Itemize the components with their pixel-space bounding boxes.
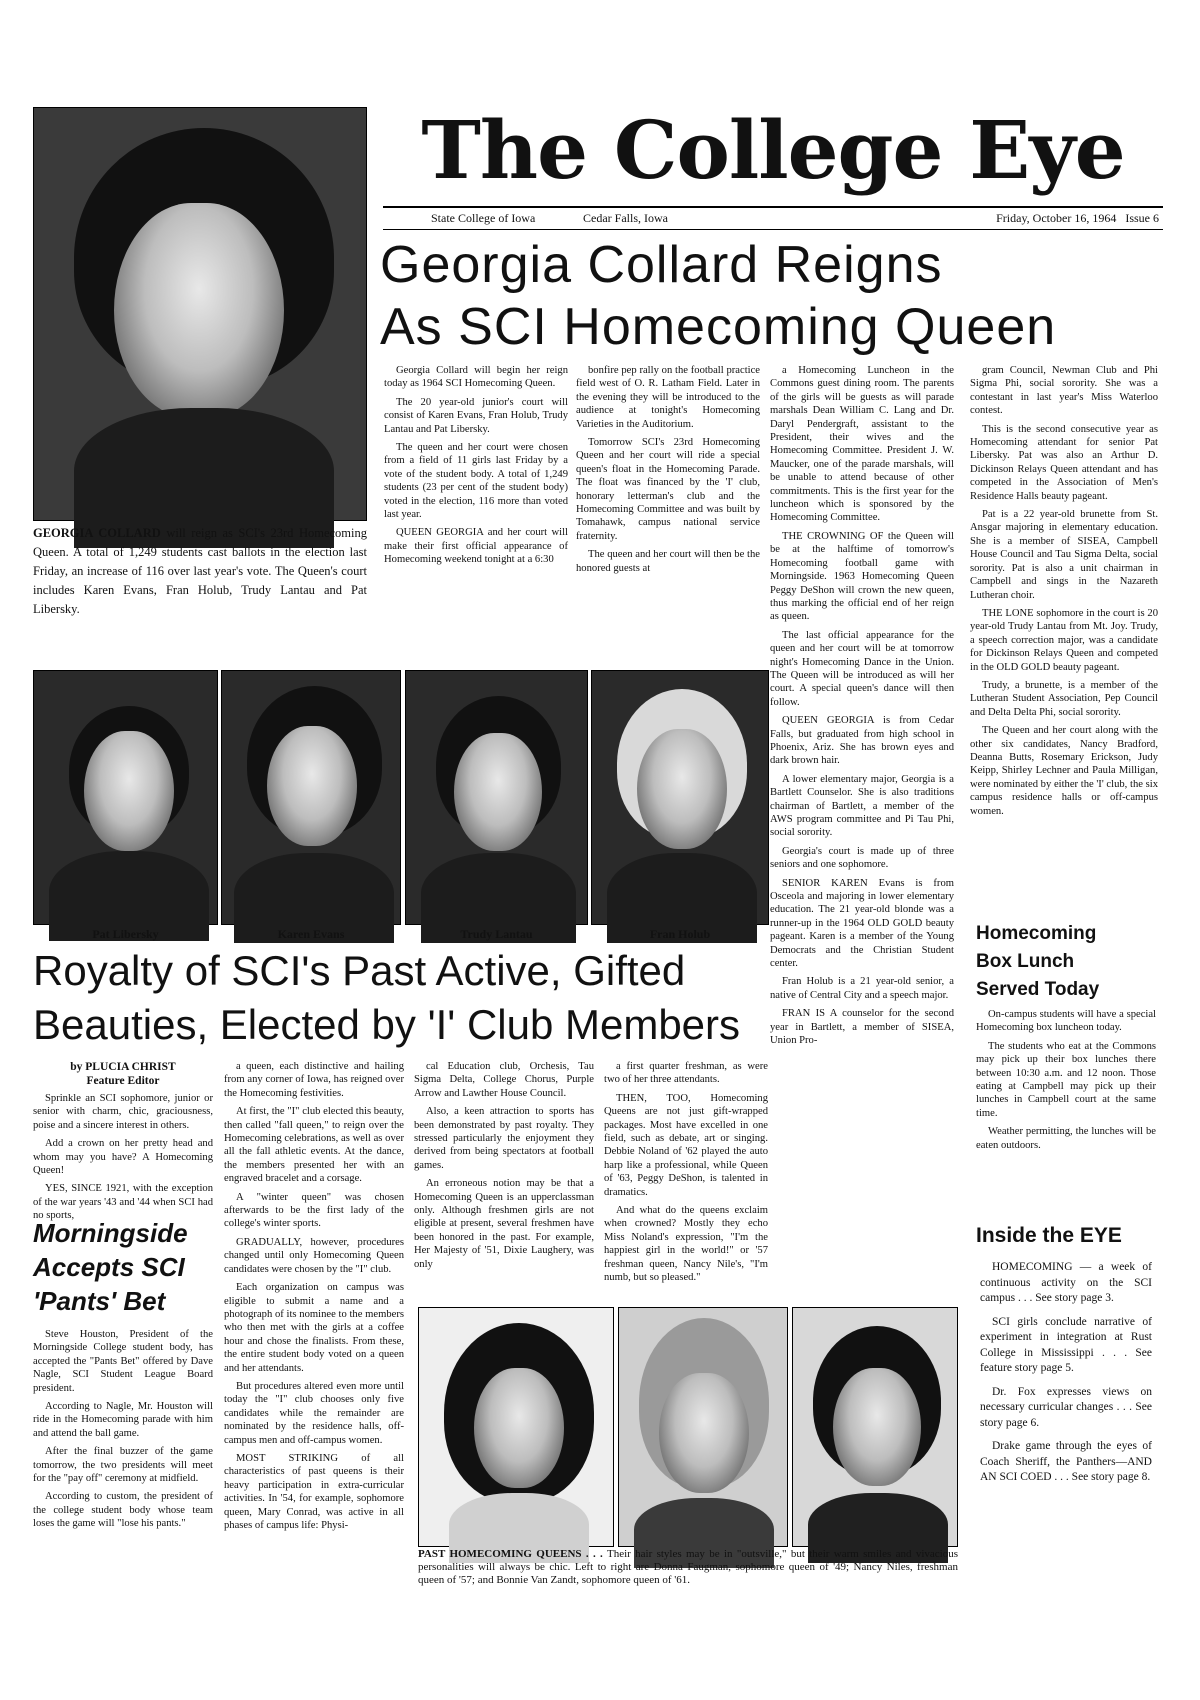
lead-headline-2: As SCI Homecoming Queen [380, 298, 1057, 356]
roy-c2-p2: At first, the "I" club elected this beauty, then called "fall queen," to reign over the Homecoming celebrations, as well as over all the fall athletic events. At the dance, the members presented her with an engraved bracelet and a corsage. [224, 1106, 404, 1185]
past-queen-photo-bonnie-van-zandt [792, 1307, 958, 1547]
morningside-h3: 'Pants' Bet [33, 1286, 166, 1316]
lead-c3-p7: SENIOR KAREN Evans is from Osceola and majoring in lower elementary education. The 21 year-old blonde was a runner-up in the 1964 OLD GOLD beauty pageant. Karen is a member of the Young Democrats and the Christian Student center. [770, 877, 954, 970]
roy-c2-p6: But procedures altered even more until today the "I" club chooses only five candidates while the remainder are nominated by the residence halls, off-campus men and off-campus women. [224, 1380, 404, 1446]
masthead-rule-bottom [383, 229, 1163, 230]
past-queen-photo-nancy-niles [618, 1307, 788, 1547]
lead-c2-p3: The queen and her court will then be the honored guests at [576, 549, 760, 574]
lead-story-col-3 [770, 364, 954, 1244]
school-name: State College of Iowa [431, 211, 536, 225]
box-p3: Weather permitting, the lunches will be eaten outdoors. [976, 1126, 1156, 1151]
box-lunch-h3: Served Today [976, 979, 1100, 1000]
past-caption-text: Their hair styles may be in "outsville," but their warm smiles and vivacious personalities will always be chic. Left to right are Donna Faugman, sophomore queen of '49; Nancy Niles, freshman queen of '57; and Bonnie Van Zandt, sophomore queen of '61. [418, 1548, 958, 1586]
lead-c1-p2: The 20 year-old junior's court will consist of Karen Evans, Fran Holub, Trudy Lantau and Pat Libersky. [384, 396, 568, 435]
roy-c1-p3: YES, SINCE 1921, with the exception of the war years '43 and '44 when SCI had no sports, [33, 1183, 213, 1222]
byline-role: Feature Editor [86, 1075, 160, 1087]
lead-c4-p3: Pat is a 22 year-old brunette from St. Ansgar majoring in elementary education. She is a member of SISEA, Campbell House Council and Tau Sigma Delta, social sorority. Pat is also a unit chairman in Campbell and sings in the Nazareth Lutheran choir. [970, 509, 1158, 601]
morn-p1: Steve Houston, President of the Morningside College student body, has accepted the "Pants Bet" offered by Dave Nagle, SCI Student League Board president. [33, 1329, 213, 1394]
box-p1: On-campus students will have a special Homecoming box luncheon today. [976, 1009, 1156, 1034]
lead-c3-p2: THE CROWNING OF the Queen will be at the halftime of tomorrow's Homecoming football game with Morningside. 1963 Homecoming Queen Peggy DeShon will crown the new queen, thus marking the official end of her reign as queen. [770, 530, 954, 623]
lead-c3-p3: The last official appearance for the queen and her court will be at tomorrow night's Homecoming Dance in the Union. The Queen will be introduced as will her court. A special queen's dance will then follow. [770, 629, 954, 708]
lead-c4-p4: THE LONE sophomore in the court is 20 year-old Trudy Lantau from Mt. Joy. Trudy, a speech correction major, was a candidate for Dickinson Relays Queen and competed in the OLD GOLD beauty pageant. [970, 607, 1158, 673]
inside-item-2[interactable]: SCI girls conclude narrative of experiment in integration at Rust College in Mississippi . . . See feature story page 5. [980, 1315, 1152, 1374]
masthead-title: The College Eye [421, 103, 1125, 197]
royalty-byline [33, 1060, 213, 1088]
caption-text: will reign as SCI's 23rd Homecoming Queen. A total of 1,249 students cast ballots in the election last Friday, an increase of 116 over last year's vote. The Queen's court includes Karen Evans, Fran Holub, Trudy Lantau and Pat Libersky. [33, 526, 368, 616]
byline-name: by PLUCIA CHRIST [70, 1061, 176, 1073]
court-name-trudy: Trudy Lantau [460, 927, 533, 941]
masthead-dateline [383, 208, 1163, 228]
inside-item-3[interactable]: Dr. Fox expresses views on necessary curricular changes . . . See story page 6. [980, 1385, 1152, 1429]
court-photo-karen-evans [221, 670, 401, 925]
inside-item-4[interactable]: Drake game through the eyes of Coach Sheriff, the Panthers—AND AN SCI COED . . . See story page 8. [980, 1440, 1152, 1483]
past-caption-lead: PAST HOMECOMING QUEENS . . . [418, 1548, 603, 1560]
past-queen-photo-donna-faugman [418, 1307, 614, 1547]
inside-item-1[interactable]: HOMECOMING — a week of continuous activity on the SCI campus . . . See story page 3. [980, 1261, 1152, 1304]
court-photo-pat-libersky [33, 670, 218, 925]
royalty-col-4 [604, 1060, 768, 1290]
roy-c3-p2: Also, a keen attraction to sports has been demonstrated by past royalty. They stressed particularly the enjoyment they derived from being spectators at football games. [414, 1106, 594, 1171]
inside-eye-list [980, 1260, 1152, 1640]
roy-c2-p1: a queen, each distinctive and hailing from any corner of Iowa, has reigned over the Homecoming festivities. [224, 1061, 404, 1099]
morningside-body [33, 1328, 213, 1648]
lead-story-col-4 [970, 364, 1158, 914]
court-name-pat: Pat Libersky [92, 927, 159, 941]
roy-c3-p1: cal Education club, Orchesis, Tau Sigma Delta, College Chorus, Purple Arrow and Lawther House Council. [414, 1061, 594, 1099]
caption-lead-name: GEORGIA COLLARD [33, 526, 161, 540]
morn-p3: After the final buzzer of the game tomorrow, the two presidents will meet for the "pay off" ceremony at midfield. [33, 1446, 213, 1485]
royalty-headline-2: Beauties, Elected by 'I' Club Members [33, 1001, 741, 1048]
city-name: Cedar Falls, Iowa [583, 211, 668, 225]
lead-c3-p4: QUEEN GEORGIA is from Cedar Falls, but graduated from high school in Phoenix, Ariz. She has brown eyes and dark brown hair. [770, 715, 954, 767]
lead-c1-p3: The queen and her court were chosen from a field of 11 girls last Friday by a vote of the student body. A total of 1,249 students (23 per cent of the student body) voted in the election, 116 more than voted last year. [384, 442, 568, 521]
lead-c3-p1: a Homecoming Luncheon in the Commons guest dining room. The parents of the girls will be guests as will parade marshals Dean William C. Lang and Dr. Daryl Pendergraft, assistant to the President, their wives and the Homecoming Committee. President J. W. Maucker, one of the parade marshals, will be unable to attend because of other commitments. This is the first year for the luncheon which is sponsored by the Homecoming Committee. [770, 365, 954, 524]
court-name-karen: Karen Evans [277, 927, 345, 941]
morn-p2: According to Nagle, Mr. Houston will ride in the Homecoming parade with him and attend the ball game. [33, 1401, 213, 1439]
lead-c4-p2: This is the second consecutive year as Homecoming attendant for senior Pat Libersky. Pat was also an Arthur D. Dickinson Relays Queen attendant and has competed in the Association of Men's Residence Halls beauty pageant. [970, 423, 1158, 502]
lead-story-col-1 [384, 364, 568, 636]
box-lunch-body [976, 1008, 1156, 1188]
morn-p4: According to custom, the president of the college student body whose team loses the game will "lose his pants." [33, 1491, 213, 1530]
morningside-headline [33, 1216, 213, 1318]
roy-c2-p3: A "winter queen" was chosen afterwards to be the first lady of the college's winter sports. [224, 1191, 404, 1230]
roy-c4-p1: a first quarter freshman, as were two of her three attendants. [604, 1061, 768, 1086]
morningside-h2: Accepts SCI [33, 1252, 185, 1282]
lead-c1-p1: Georgia Collard will begin her reign today as 1964 SCI Homecoming Queen. [384, 365, 568, 390]
inside-eye-headline: Inside the EYE [976, 1224, 1122, 1247]
lead-c1-p4: QUEEN GEORGIA and her court will make their first official appearance of Homecoming weekend tonight at a 6:30 [384, 527, 568, 566]
roy-c4-p3: And what do the queens exclaim when crowned? Mostly they echo Miss Noland's expression, "I'm the happiest girl in the world!" or '57 freshman queen, Nancy Nile's, "I'm numb, but so pleased." [604, 1205, 768, 1284]
lead-c4-p1: gram Council, Newman Club and Phi Sigma Phi, social sorority. She was a contestant in last year's Miss Waterloo contest. [970, 365, 1158, 417]
roy-c3-p3: An erroneous notion may be that a Homecoming Queen is an upperclassman only. Although freshmen girls are not eligible at present, several freshmen have been honored in the past. For example, Her Majesty of '51, Dixie Laughery, was only [414, 1178, 594, 1270]
royalty-headline-1: Royalty of SCI's Past Active, Gifted [33, 947, 686, 994]
lead-c3-p5: A lower elementary major, Georgia is a Bartlett Counselor. She is also traditions chairman of Bartlett, a member of the AWS program committee and Pi Tau Phi, social sorority. [770, 773, 954, 839]
roy-c2-p5: Each organization on campus was eligible to submit a name and a photograph of its nominee to the members who then met with the girls at a coffee hour and chose the finalists. From these, the entire student body voted on a queen and her attendants. [224, 1282, 404, 1374]
lead-c2-p1: bonfire pep rally on the football practice field west of O. R. Latham Field. Later in the evening they will be introduced to the audience at tonight's Homecoming Varieties in the Auditorium. [576, 365, 760, 430]
roy-c4-p2: THEN, TOO, Homecoming Queens are not just gift-wrapped packages. Most have excelled in one field, such as debate, art or singing. Debbie Noland of '62 played the auto harp like a professional, while Queen of '63, Peggy DeShon, is talented in dramatics. [604, 1092, 768, 1198]
box-p2: The students who eat at the Commons may pick up their box lunches there between 10:30 a.m. and 12 noon. Those eating at Campbell may pick up their lunches in Campbell court at the same time. [976, 1040, 1156, 1119]
date-issue: Friday, October 16, 1964 Issue 6 [996, 211, 1159, 225]
box-lunch-h1: Homecoming [976, 923, 1097, 944]
roy-c1-p1: Sprinkle an SCI sophomore, junior or senior with charm, chic, graciousness, poise and a sincere interest in others. [33, 1093, 213, 1131]
georgia-collard-photo [33, 107, 367, 521]
roy-c2-p7: MOST STRIKING of all characteristics of past queens is their heavy participation in extra-curricular activities. In '54, for example, sophomore queen, Mary Conrad, was active in all phases of campus life: Physi- [224, 1452, 404, 1531]
lead-photo-caption [33, 524, 367, 619]
roy-c2-p4: GRADUALLY, however, procedures changed until only Homecoming Queen candidates were chosen by the "I" club. [224, 1236, 404, 1275]
court-photo-trudy-lantau [405, 670, 588, 925]
lead-c4-p5: Trudy, a brunette, is a member of the Lutheran Student Association, Pep Council and Delta Delta Phi, social sorority. [970, 679, 1158, 718]
box-lunch-h2: Box Lunch [976, 951, 1075, 972]
lead-story-col-2 [576, 364, 760, 636]
roy-c1-p2: Add a crown on her pretty head and whom may you have? A Homecoming Queen! [33, 1138, 213, 1177]
court-photo-fran-holub [591, 670, 769, 925]
lead-c4-p6: The Queen and her court along with the other six candidates, Nancy Bradford, Deanna Butts, Rosemary Erickson, Judy Keipp, Shirley Lechner and Paula Milligan, were nominated by either the 'I' club, the six campus residence halls or off-campus women. [970, 725, 1158, 817]
morningside-h1: Morningside [33, 1218, 188, 1248]
royalty-col-3 [414, 1060, 594, 1290]
lead-c3-p9: FRAN IS A counselor for the second year in Bartlett, a member of SISEA, Union Pro- [770, 1008, 954, 1047]
lead-c3-p6: Georgia's court is made up of three seniors and one sophomore. [770, 845, 954, 871]
past-queens-caption [418, 1548, 958, 1608]
box-lunch-headline [976, 920, 1156, 1004]
lead-headline-1: Georgia Collard Reigns [380, 236, 943, 294]
lead-c3-p8: Fran Holub is a 21 year-old senior, a native of Central City and a speech major. [770, 976, 954, 1001]
royalty-col-1 [33, 1092, 213, 1222]
court-name-fran: Fran Holub [649, 927, 711, 941]
royalty-col-2 [224, 1060, 404, 1640]
lead-c2-p2: Tomorrow SCI's 23rd Homecoming Queen and her court will ride a special queen's float in the Homecoming Parade. The float was financed by the 'I' club, honorary letterman's club and the Homecoming Committee and was built by Tomahawk, campus national service fraternity. [576, 437, 760, 542]
